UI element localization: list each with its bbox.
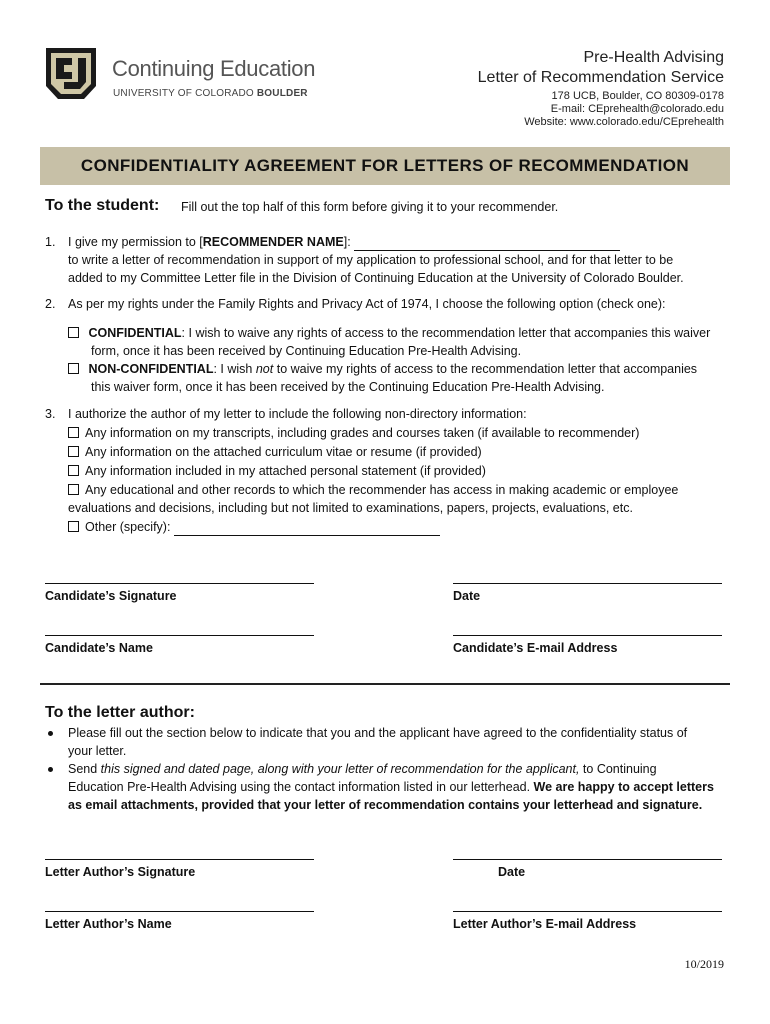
author-bullet1: Please fill out the section below to indicate that you and the applicant have agreed to the confidentiality status of bbox=[68, 726, 688, 740]
author-bullet1-line2: your letter. bbox=[68, 744, 127, 758]
cv-checkbox[interactable] bbox=[68, 446, 79, 457]
candidate-name-line[interactable] bbox=[45, 635, 314, 636]
statement-checkbox[interactable] bbox=[68, 465, 79, 476]
item1-number: 1. bbox=[45, 235, 56, 249]
candidate-date-label: Date bbox=[453, 589, 481, 603]
author-email-line[interactable] bbox=[453, 911, 722, 912]
item3-text: I authorize the author of my letter to include the following non-directory information: bbox=[68, 407, 527, 421]
author-email-label: Letter Author’s E-mail Address bbox=[453, 917, 637, 931]
author-heading: To the letter author: bbox=[45, 704, 195, 721]
item2-text: As per my rights under the Family Rights and Privacy Act of 1974, I choose the following option (check one): bbox=[68, 297, 666, 311]
page-title: CONFIDENTIALITY AGREEMENT FOR LETTERS OF RECOMMENDATION bbox=[80, 156, 690, 175]
header-email: E-mail: CEprehealth@colorado.edu bbox=[550, 103, 724, 115]
transcripts-checkbox[interactable] bbox=[68, 427, 79, 438]
option-nonconfidential-line2: this waiver form, once it has been received by the Continuing Education Pre-Health Advising. bbox=[91, 380, 605, 394]
option-statement: Any information included in my attached personal statement (if provided) bbox=[68, 462, 486, 480]
author-bullet2-line2: Education Pre-Health Advising using the contact information listed in our letterhead. We are happy to accept letters bbox=[68, 780, 714, 794]
confidential-checkbox[interactable] bbox=[68, 327, 79, 338]
records-checkbox[interactable] bbox=[68, 484, 79, 495]
option-other: Other (specify): bbox=[68, 518, 440, 536]
author-name-label: Letter Author’s Name bbox=[45, 917, 172, 931]
author-name-line[interactable] bbox=[45, 911, 314, 912]
item1-permission: I give my permission to [RECOMMENDER NAME]: bbox=[68, 233, 620, 251]
item1-line3: added to my Committee Letter file in the Division of Continuing Education at the University of Colorado Boulder. bbox=[68, 271, 684, 285]
candidate-email-line[interactable] bbox=[453, 635, 722, 636]
option-transcripts: Any information on my transcripts, including grades and courses taken (if available to recommender) bbox=[68, 424, 639, 442]
option-records-line2: evaluations and decisions, including but not limited to examinations, papers, projects, evaluations, etc. bbox=[68, 501, 633, 515]
header-department: Pre-Health Advising bbox=[583, 49, 724, 66]
author-bullet2: Send this signed and dated page, along with your letter of recommendation for the applicant, to Continuing bbox=[68, 762, 657, 776]
student-instruction: Fill out the top half of this form before giving it to your recommender. bbox=[181, 200, 559, 214]
option-confidential-line2: form, once it has been received by Continuing Education Pre-Health Advising. bbox=[91, 344, 522, 358]
author-signature-line[interactable] bbox=[45, 859, 314, 860]
author-bullet2-line3: as email attachments, provided that your letter of recommendation contains your letterhead and signature. bbox=[68, 798, 703, 812]
header-service: Letter of Recommendation Service bbox=[477, 69, 724, 86]
author-signature-label: Letter Author’s Signature bbox=[45, 865, 196, 879]
logo-subtitle: UNIVERSITY OF COLORADO BOULDER bbox=[113, 88, 308, 99]
student-heading: To the student: bbox=[45, 197, 160, 214]
bullet-icon bbox=[48, 731, 53, 736]
author-date-label: Date bbox=[498, 865, 526, 879]
header-website: Website: www.colorado.edu/CEprehealth bbox=[524, 116, 724, 128]
cu-logo-icon bbox=[44, 46, 98, 101]
candidate-name-label: Candidate’s Name bbox=[45, 641, 153, 655]
option-cv: Any information on the attached curriculum vitae or resume (if provided) bbox=[68, 443, 482, 461]
logo-title: Continuing Education bbox=[112, 56, 316, 81]
option-records: Any educational and other records to which the recommender has access in making academic or employee bbox=[68, 481, 678, 499]
candidate-date-line[interactable] bbox=[453, 583, 722, 584]
option-nonconfidential: NON-CONFIDENTIAL: I wish not to waive my rights of access to the recommendation letter that accompanies bbox=[68, 360, 697, 378]
candidate-email-label: Candidate’s E-mail Address bbox=[453, 641, 618, 655]
section-divider bbox=[40, 683, 730, 685]
header-address: 178 UCB, Boulder, CO 80309-0178 bbox=[551, 90, 724, 102]
other-checkbox[interactable] bbox=[68, 521, 79, 532]
author-date-line[interactable] bbox=[453, 859, 722, 860]
candidate-signature-line[interactable] bbox=[45, 583, 314, 584]
title-banner bbox=[40, 147, 730, 185]
item1-line2: to write a letter of recommendation in support of my application to professional school, and for that letter to be bbox=[68, 253, 674, 267]
other-specify-field[interactable] bbox=[174, 535, 440, 536]
form-version: 10/2019 bbox=[684, 957, 724, 971]
item3-number: 3. bbox=[45, 407, 56, 421]
nonconfidential-checkbox[interactable] bbox=[68, 363, 79, 374]
bullet-icon bbox=[48, 767, 53, 772]
item2-number: 2. bbox=[45, 297, 56, 311]
candidate-signature-label: Candidate’s Signature bbox=[45, 589, 177, 603]
option-confidential: CONFIDENTIAL: I wish to waive any rights of access to the recommendation letter that accompanies this waiver bbox=[68, 324, 710, 342]
